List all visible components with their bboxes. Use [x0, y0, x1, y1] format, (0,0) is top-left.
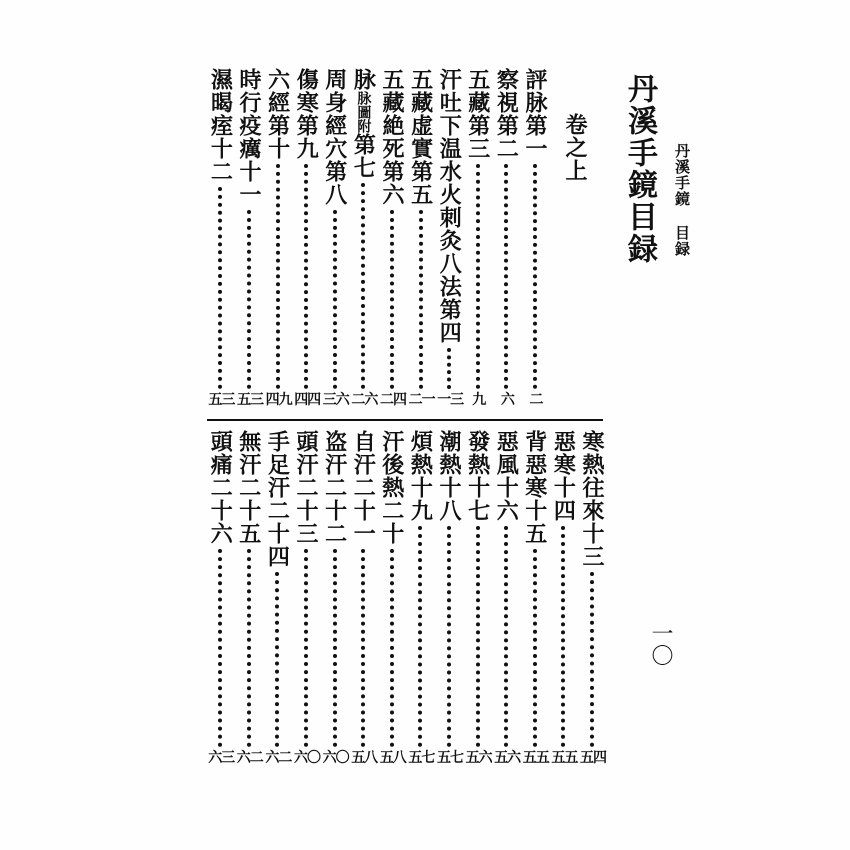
toc-entry-label: 惡寒十四 — [550, 430, 577, 522]
toc-entry-page: 五三 — [208, 392, 235, 408]
register-divider — [207, 419, 603, 421]
toc-entry-page: 二 — [529, 392, 543, 408]
toc-entry-label: 惡風十六 — [493, 430, 520, 522]
leader-dots — [533, 549, 541, 747]
toc-entry[interactable] — [463, 430, 493, 767]
toc-entry[interactable] — [234, 430, 264, 767]
toc-entry-page: 五七 — [408, 750, 435, 766]
toc-entry-label: 濕暍痓十二 — [207, 68, 234, 183]
toc-entry-page: 四四 — [294, 392, 321, 408]
toc-entry-page: 五五 — [522, 750, 549, 766]
toc-entry-label: 傷寒第九 — [293, 68, 320, 160]
toc-entry-label: 汗後熱二十 — [378, 430, 405, 545]
toc-entry[interactable] — [234, 68, 264, 409]
toc-entry-label: 周身經穴第八 — [321, 68, 348, 206]
toc-entry-label: 脉脉圖附第七 — [350, 68, 377, 179]
toc-entry-label: 五藏虚實第五 — [407, 68, 434, 206]
leader-dots — [561, 526, 569, 747]
toc-entry-page: 二四 — [380, 392, 406, 408]
leader-dots — [447, 526, 455, 747]
leader-dots — [218, 549, 226, 747]
leader-dots — [361, 549, 369, 747]
toc-entry-label: 無汗二十五 — [235, 430, 262, 545]
toc-entry-label: 寒熱往來十三 — [579, 430, 605, 568]
toc-entry-label: 潮熱十八 — [436, 430, 462, 522]
toc-entry[interactable] — [434, 68, 464, 409]
toc-entry-page: 五八 — [351, 750, 378, 766]
toc-entry[interactable] — [377, 430, 407, 767]
toc-entry-label: 頭汗二十三 — [293, 430, 319, 545]
toc-entry[interactable] — [320, 68, 350, 409]
toc-entry-page: 六二 — [236, 750, 263, 766]
toc-title: 丹溪手鏡目録 — [622, 73, 657, 265]
toc-entry[interactable] — [377, 68, 407, 409]
volume-heading: 卷之上 — [562, 113, 588, 182]
toc-entry[interactable] — [491, 430, 521, 767]
toc-entry-label: 背惡寒十五 — [521, 430, 548, 545]
toc-entry-label: 汗吐下温水火刺灸八法第四 — [436, 68, 463, 344]
leader-dots — [333, 549, 341, 747]
toc-entry-label: 五藏第三 — [464, 68, 491, 160]
leader-dots — [476, 164, 484, 389]
toc-entry[interactable] — [491, 68, 521, 409]
toc-entry-label: 頭痛二十六 — [207, 430, 234, 545]
leader-dots — [333, 210, 341, 389]
leader-dots — [247, 549, 255, 747]
toc-entry[interactable] — [520, 430, 550, 767]
toc-entry[interactable] — [406, 68, 436, 409]
leader-dots — [504, 164, 512, 389]
leader-dots — [276, 164, 284, 389]
toc-entry-page: 五四 — [580, 750, 606, 766]
running-head — [672, 143, 693, 257]
toc-entry[interactable] — [405, 430, 435, 767]
toc-entry[interactable] — [348, 430, 378, 767]
leader-dots — [419, 210, 427, 389]
toc-entry-page: 六 — [500, 392, 514, 408]
toc-entry-label: 六經第十 — [264, 68, 291, 160]
toc-entry-page: 六二 — [265, 750, 292, 766]
toc-entry[interactable] — [263, 68, 293, 409]
leader-dots — [590, 572, 598, 747]
toc-entry[interactable] — [463, 68, 493, 409]
toc-entry-page: 三六 — [322, 392, 349, 408]
running-head-section: 目録 — [673, 225, 691, 257]
toc-entry[interactable] — [320, 430, 350, 767]
leader-dots — [304, 164, 312, 389]
leader-dots — [447, 348, 455, 389]
toc-entry-label: 煩熱十九 — [407, 430, 434, 522]
toc-entry-page: 五八 — [379, 750, 406, 766]
toc-entry[interactable] — [348, 68, 378, 409]
toc-entry-label: 時行疫癘十一 — [236, 68, 262, 206]
leader-dots — [304, 549, 312, 747]
leader-dots — [361, 183, 369, 389]
toc-entry-page: 五六 — [465, 750, 492, 766]
toc-entry[interactable] — [434, 430, 464, 767]
leader-dots — [504, 526, 512, 747]
toc-entry-label: 手足汗二十四 — [264, 430, 291, 568]
toc-entry[interactable] — [262, 430, 292, 767]
toc-entry-page: 四九 — [265, 392, 292, 408]
toc-entry[interactable] — [205, 68, 235, 409]
toc-entry-page: 九 — [472, 392, 486, 408]
toc-entry[interactable] — [291, 68, 321, 409]
toc-entry-page: 二一 — [408, 392, 435, 408]
leader-dots — [390, 210, 398, 389]
running-head-title: 丹溪手鏡 — [673, 143, 691, 207]
leader-dots — [247, 210, 255, 389]
toc-entry-page: 六〇 — [322, 750, 349, 766]
toc-entry[interactable] — [291, 430, 321, 767]
leader-dots — [533, 164, 541, 389]
toc-entry[interactable] — [577, 430, 607, 767]
toc-entry-page: 六〇 — [294, 750, 320, 766]
toc-entry-page: 五三 — [237, 392, 263, 408]
toc-entry-label: 五藏絶死第六 — [379, 68, 405, 206]
leader-dots — [390, 549, 398, 747]
toc-entry-page: 六三 — [208, 750, 235, 766]
leader-dots — [476, 526, 484, 747]
toc-entry-page: 一三 — [437, 392, 464, 408]
toc-entry-label: 發熱十七 — [464, 430, 491, 522]
toc-entry[interactable] — [205, 430, 235, 767]
folio-number: 一〇 — [648, 622, 673, 666]
toc-entry-page: 五六 — [494, 750, 521, 766]
toc-entry-page: 二六 — [351, 392, 378, 408]
toc-entry-note: 脉圖附 — [355, 91, 372, 133]
toc-entry-label: 察視第二 — [493, 68, 520, 160]
toc-entry-page: 五七 — [437, 750, 463, 766]
toc-entry[interactable] — [520, 68, 550, 409]
toc-entry[interactable] — [548, 430, 578, 767]
toc-entry-label: 評脉第一 — [522, 68, 548, 160]
leader-dots — [275, 572, 283, 747]
toc-entry-label: 盗汗二十二 — [321, 430, 348, 545]
leader-dots — [418, 526, 426, 747]
toc-entry-label: 自汗二十一 — [350, 430, 377, 545]
toc-entry-page: 五五 — [551, 750, 578, 766]
leader-dots — [218, 187, 226, 389]
